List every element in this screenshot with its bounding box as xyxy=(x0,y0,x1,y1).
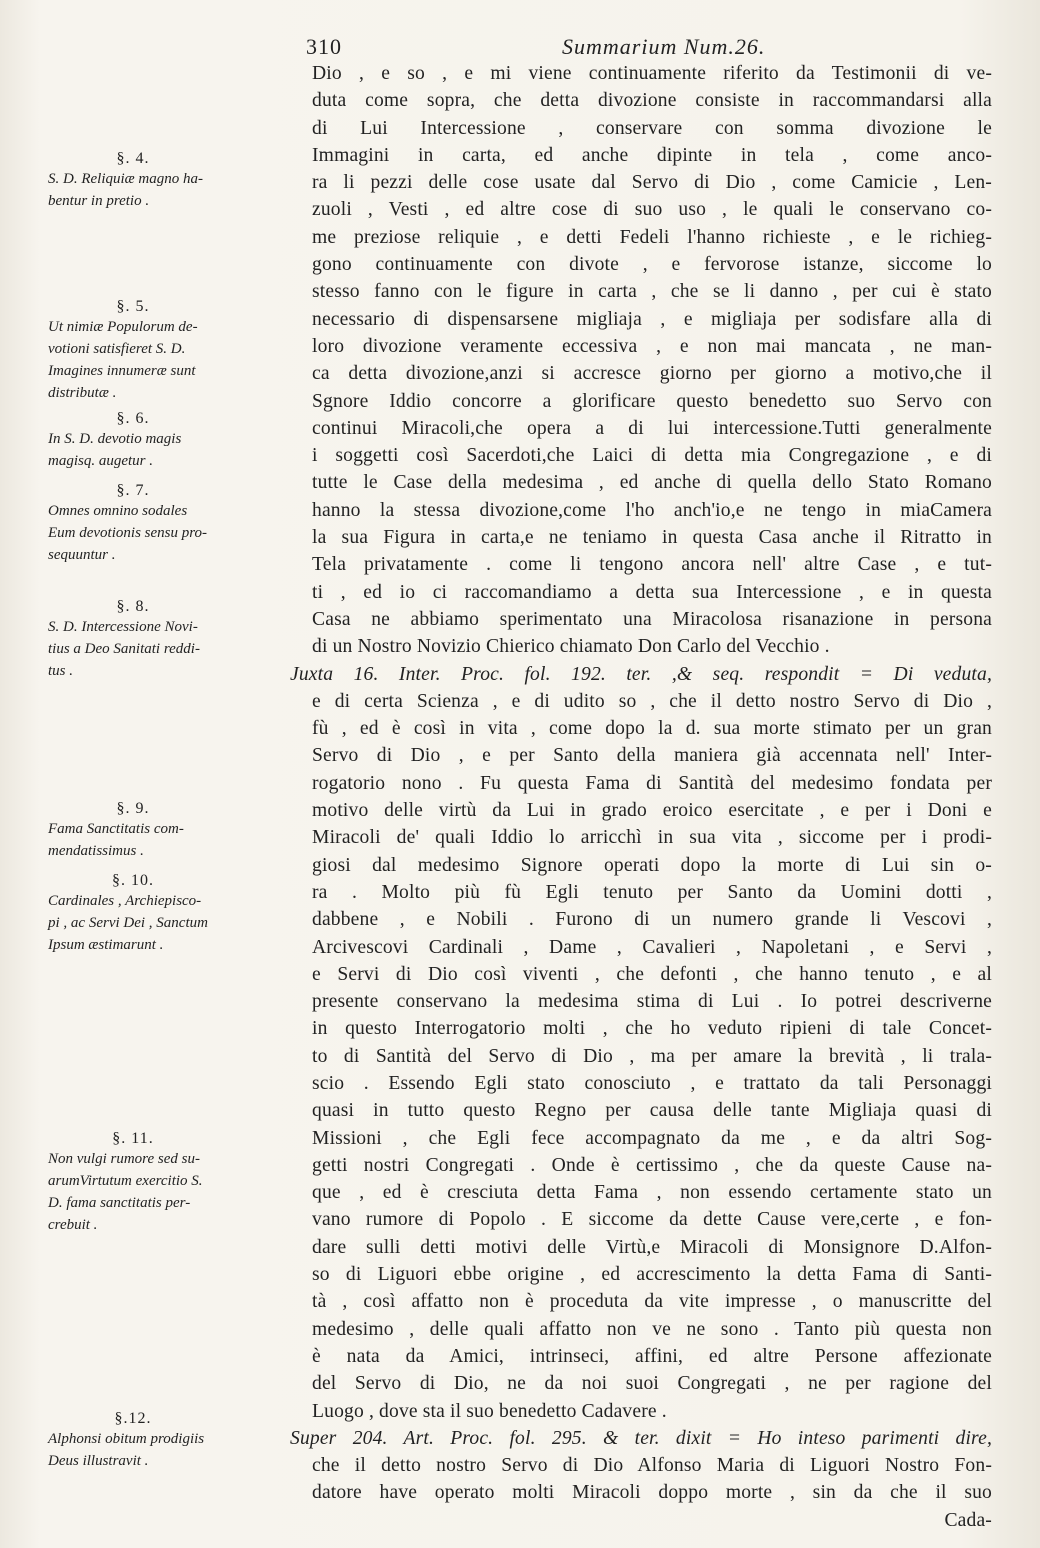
text-line: duta come sopra, che detta divozione consiste in raccommandarsi alla xyxy=(312,90,992,112)
text-line: que , ed è cresciuta detta Fama , non essendo certamente stato un xyxy=(312,1182,992,1204)
text-line: dabbene , e Nobili . Furono di un numero grande li Vescovi , xyxy=(312,909,992,931)
text-line: ti , ed io ci raccomandiamo a detta sua Intercessione , e in questa xyxy=(312,581,992,603)
marginal-note-line: S. D. Intercessione Novi- xyxy=(48,619,198,635)
text-line: Dio , e so , e mi viene continuamente riferito da Testimonii di ve- xyxy=(312,63,992,84)
marginal-notes xyxy=(0,0,300,1548)
text-line: quasi in tutto questo Regno per causa delle tante Migliaja quasi di xyxy=(312,1100,992,1122)
catchword: Cada- xyxy=(944,1509,992,1531)
marginal-note-line: Ut nimiæ Populorum de- xyxy=(48,319,198,335)
marginal-note-4 xyxy=(48,150,288,212)
text-line: loro divozione veramente eccessiva , e non mai mancata , ne man- xyxy=(312,335,992,357)
text-line: Immagini in carta, ed anche dipinte in tela , come anco- xyxy=(312,144,992,166)
marginal-note-line: In S. D. devotio magis xyxy=(48,431,182,447)
marginal-note-line: Deus illustravit . xyxy=(48,1453,149,1469)
text-line: continui Miracoli,che opera a di lui intercessione.Tutti generalmente xyxy=(312,417,992,439)
marginal-note-line: Omnes omnino sodales xyxy=(48,503,188,519)
text-line: stesso fanno con le figure in carta , che se li danno , per cui è stato xyxy=(312,281,992,303)
marginal-note-9 xyxy=(48,800,288,862)
text-line: presente conservano la medesima stima di Lui . Io potrei descriverne xyxy=(312,991,992,1013)
text-line-citation: Juxta 16. Inter. Proc. fol. 192. ter. ,& seq. respondit = Di veduta, xyxy=(290,663,992,685)
text-line: so di Liguori ebbe origine , ed accrescimento la detta Fama di Santi- xyxy=(312,1264,992,1286)
marginal-note-line: bentur in pretio . xyxy=(48,193,150,209)
text-line: rogatorio nono . Fu questa Fama di Santità del medesimo fondata per xyxy=(312,772,992,794)
marginal-note-line: Imagines innumeræ sunt xyxy=(48,363,196,379)
section-number: §. 7. xyxy=(116,482,150,499)
text-line: datore have operato molti Miracoli doppo morte , sin da che il suo xyxy=(312,1482,992,1504)
marginal-note-line: tus . xyxy=(48,663,74,679)
marginal-note-line: S. D. Reliquiæ magno ha- xyxy=(48,171,203,187)
marginal-note-7 xyxy=(48,482,288,566)
section-number: §. 6. xyxy=(116,410,150,427)
marginal-note-line: crebuit . xyxy=(48,1217,98,1233)
text-line: Servo di Dio , e per Santo della maniera già accennata nell' Inter- xyxy=(312,745,992,767)
marginal-note-12 xyxy=(48,1410,288,1472)
section-number: §. 5. xyxy=(116,298,150,315)
marginal-note-line: tius a Deo Sanitati reddi- xyxy=(48,641,200,657)
text-line: che il detto nostro Servo di Dio Alfonso Maria di Liguori Nostro Fon- xyxy=(312,1455,992,1477)
text-line: di Lui Intercessione , conservare con somma divozione le xyxy=(312,117,992,139)
text-line: Sgnore Iddio concorre a glorificare questo benedetto suo Servo con xyxy=(312,390,992,412)
text-line: in questo Interrogatorio molti , che ho veduto ripieni di tale Concet- xyxy=(312,1018,992,1040)
marginal-note-line: votioni satisfieret S. D. xyxy=(48,341,186,357)
marginal-note-line: Alphonsi obitum prodigiis xyxy=(48,1431,205,1447)
page-number: 310 xyxy=(306,34,342,59)
marginal-note-line: D. fama sanctitatis per- xyxy=(48,1195,191,1211)
text-line: del Servo di Dio, ne da noi suoi Congregati , ne per ragione del xyxy=(312,1373,992,1395)
text-line: tutte le Case della medesima , ed anche di quella dello Stato Romano xyxy=(312,472,992,494)
marginal-note-line: pi , ac Servi Dei , Sanctum xyxy=(48,915,208,931)
marginal-note-10 xyxy=(48,872,288,956)
main-text-block xyxy=(290,60,992,1534)
text-line: ca detta divozione,anzi si accresce giorno per giorno a motivo,che il xyxy=(312,363,992,385)
marginal-note-line: Cardinales , Archiepisco- xyxy=(48,893,202,909)
section-number: §. 11. xyxy=(112,1130,154,1147)
text-line: Miracoli de' quali Iddio lo arricchì in sua vita , siccome per i prodi- xyxy=(312,827,992,849)
marginal-note-line: Non vulgi rumore sed su- xyxy=(48,1151,200,1167)
text-line: i soggetti così Sacerdoti,che Laici di detta mia Congregazione , e di xyxy=(312,445,992,467)
marginal-note-5 xyxy=(48,298,288,404)
marginal-note-line: sequuntur . xyxy=(48,547,116,563)
text-line: to di Santità del Servo di Dio , ma per amare la brevità , li trala- xyxy=(312,1045,992,1067)
text-line: è nata da Amici, intrinseci, affini, ed altre Persone affezionate xyxy=(312,1345,992,1367)
section-number: §. 9. xyxy=(116,800,150,817)
text-line: vano rumore di Popolo . E siccome da dette Cause vere,certe , e fon- xyxy=(312,1209,992,1231)
text-line-citation: Super 204. Art. Proc. fol. 295. & ter. dixit = Ho inteso parimenti dire, xyxy=(290,1427,992,1449)
section-number: §.12. xyxy=(114,1410,152,1427)
section-number: §. 8. xyxy=(116,598,150,615)
text-line: di un Nostro Novizio Chierico chiamato Don Carlo del Vecchio . xyxy=(312,636,830,658)
text-line: ra . Molto più fù Egli tenuto per Santo da Uomini dotti , xyxy=(312,881,992,903)
text-line: tà , così affatto non è proceduta da vite impresse , o manuscritte del xyxy=(312,1291,992,1313)
text-line: giosi dal medesimo Signore operati dopo la morte di Lui sin o- xyxy=(312,854,992,876)
marginal-note-line: arumVirtutum exercitio S. xyxy=(48,1173,203,1189)
text-line: medesimo , delle quali affatto non ve ne sono . Tanto più questa non xyxy=(312,1318,992,1340)
text-line: fù , ed è così in vita , come dopo la d. sua morte stimato per un gran xyxy=(312,718,992,740)
text-line: Luogo , dove sta il suo benedetto Cadavere . xyxy=(312,1400,667,1422)
text-line: e di certa Scienza , e di udito so , che il detto nostro Servo di Dio , xyxy=(312,690,992,712)
text-line: Missioni , che Egli fece accompagnato da me , e da altri Sog- xyxy=(312,1127,992,1149)
text-line: la sua Figura in carta,e ne teniamo in questa Casa anche il Ritratto in xyxy=(312,527,992,549)
marginal-note-line: mendatissimus . xyxy=(48,843,144,859)
marginal-note-line: Fama Sanctitatis com- xyxy=(48,821,184,837)
text-line: scio . Essendo Egli stato conosciuto , e trattato da tali Personaggi xyxy=(312,1072,992,1094)
text-line: zuoli , Vesti , ed altre cose di suo uso , le quali le conservano co- xyxy=(312,199,992,221)
running-head xyxy=(306,34,1006,62)
marginal-note-line: Eum devotionis sensu pro- xyxy=(48,525,208,541)
text-line: hanno la stessa divozione,come l'ho anch'io,e ne tengo in miaCamera xyxy=(312,499,992,521)
section-number: §. 10. xyxy=(112,872,154,889)
running-title: Summarium Num.26. xyxy=(562,34,766,59)
text-line: me preziose reliquie , e detti Fedeli l'hanno richieste , e le richieg- xyxy=(312,226,992,248)
text-line: motivo delle virtù da Lui in grado eroico esercitate , e per i Doni e xyxy=(312,800,992,822)
text-line: Casa ne abbiamo sperimentato una Miracolosa risanazione in persona xyxy=(312,608,992,630)
section-number: §. 4. xyxy=(116,150,150,167)
text-line: Arcivescovi Cardinali , Dame , Cavalieri , Napoletani , e Servi , xyxy=(312,936,992,958)
marginal-note-11 xyxy=(48,1130,288,1236)
marginal-note-line: distributæ . xyxy=(48,385,117,401)
text-line: gono continuamente con divote , e fervorose istanze, siccome lo xyxy=(312,254,992,276)
marginal-note-line: magisq. augetur . xyxy=(48,453,153,469)
marginal-note-6 xyxy=(48,410,288,472)
text-line: getti nostri Congregati . Onde è certissimo , che da queste Cause na- xyxy=(312,1154,992,1176)
text-line: e Servi di Dio così viventi , che defonti , che hanno tenuto , e al xyxy=(312,963,992,985)
text-line: dare sulli detti motivi delle Virtù,e Miracoli di Monsignore D.Alfon- xyxy=(312,1236,992,1258)
text-line: Tela privatamente . come li tengono ancora nell' altre Case , e tut- xyxy=(312,554,992,576)
text-line: necessario di dispensarsene migliaja , e migliaja per sodisfare alla di xyxy=(312,308,992,330)
marginal-note-8 xyxy=(48,598,288,682)
text-line: ra li pezzi delle cose usate dal Servo di Dio , come Camicie , Len- xyxy=(312,172,992,194)
marginal-note-line: Ipsum æstimarunt . xyxy=(48,937,164,953)
